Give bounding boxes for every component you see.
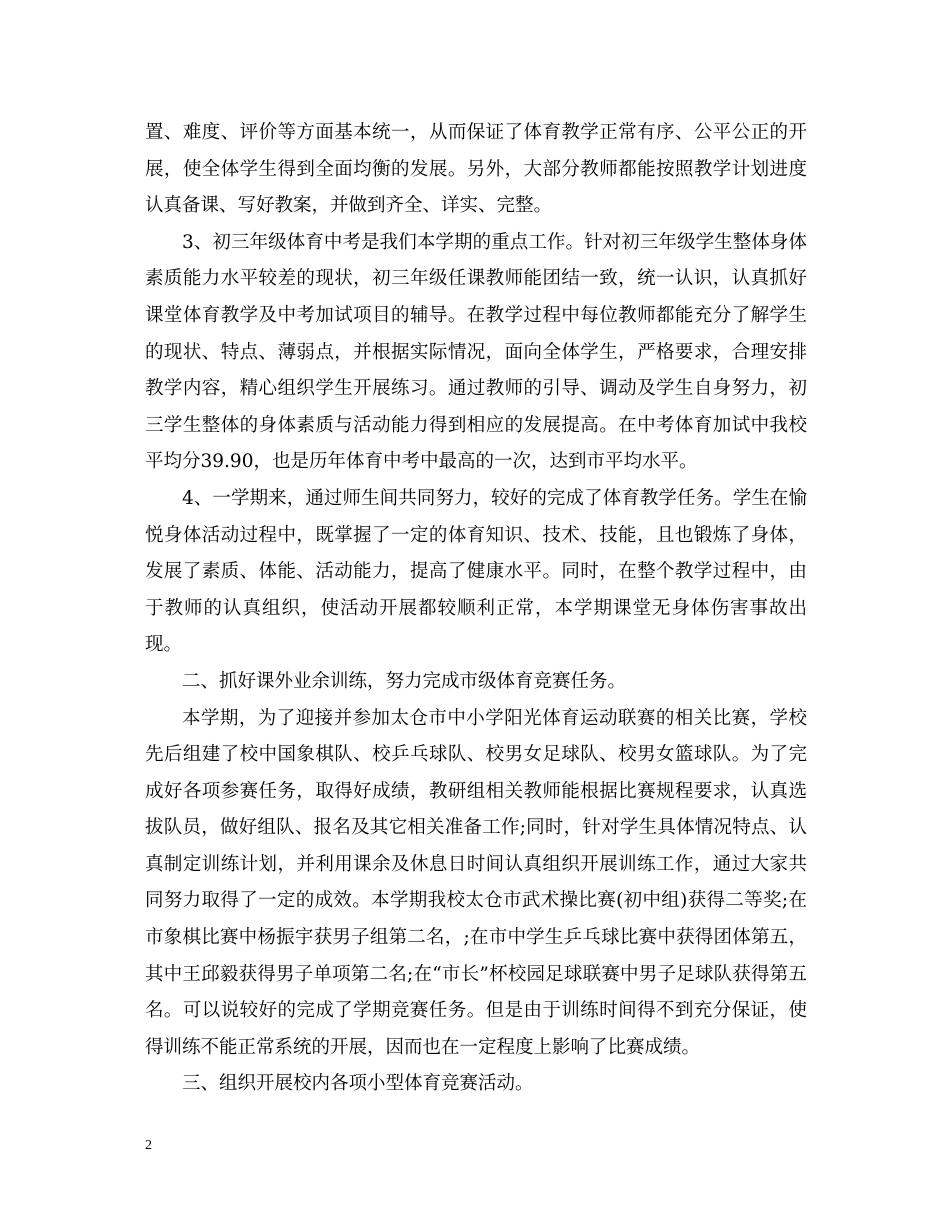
document-body	[145, 115, 807, 1103]
page-number: 2	[145, 1138, 152, 1153]
paragraph-continuation: 置、难度、评价等方面基本统一，从而保证了体育教学正常有序、公平公正的开展，使全体学生得到全面均衡的发展。另外，大部分教师都能按照教学计划进度认真备课、写好教案，并做到齐全、详实、完整。	[145, 122, 807, 217]
paragraph-item-3: 3、初三年级体育中考是我们本学期的重点工作。针对初三年级学生整体身体素质能力水平较差的现状，初三年级任课教师能团结一致，统一认识，认真抓好课堂体育教学及中考加试项目的辅导。在教学过程中每位教师都能充分了解学生的现状、特点、薄弱点，并根据实际情况，面向全体学生，严格要求，合理安排教学内容，精心组织学生开展练习。通过教师的引导、调动及学生自身努力，初三学生整体的身体素质与活动能力得到相应的发展提高。在中考体育加试中我校平均分39.90，也是历年体育中考中最高的一次，达到市平均水平。	[145, 231, 807, 473]
paragraph-section-2-body: 本学期，为了迎接并参加太仓市中小学阳光体育运动联赛的相关比赛，学校先后组建了校中国象棋队、校乒乓球队、校男女足球队、校男女篮球队。为了完成好各项参赛任务，取得好成绩，教研组相关教师能根据比赛规程要求，认真选拔队员，做好组队、报名及其它相关准备工作;同时，针对学生具体情况特点、认真制定训练计划，并利用课余及休息日时间认真组织开展训练工作，通过大家共同努力取得了一定的成效。本学期我校太仓市武术操比赛(初中组)获得二等奖;在市象棋比赛中杨振宇获男子组第二名，;在市中学生乒乓球比赛中获得团体第五，其中王邱毅获得男子单项第二名;在“市长”杯校园足球联赛中男子足球队获得第五名。可以说较好的完成了学期竞赛任务。但是由于训练时间得不到充分保证，使得训练不能正常系统的开展，因而也在一定程度上影响了比赛成绩。	[145, 707, 807, 1058]
paragraph-item-4: 4、一学期来，通过师生间共同努力，较好的完成了体育教学任务。学生在愉悦身体活动过程中，既掌握了一定的体育知识、技术、技能，且也锻炼了身体，发展了素质、体能、活动能力，提高了健康水平。同时，在整个教学过程中，由于教师的认真组织，使活动开展都较顺利正常，本学期课堂无身体伤害事故出现。	[145, 487, 807, 656]
section-heading-2: 二、抓好课外业余训练，努力完成市级体育竞赛任务。	[182, 670, 627, 692]
section-heading-3: 三、组织开展校内各项小型体育竞赛活动。	[182, 1073, 534, 1095]
